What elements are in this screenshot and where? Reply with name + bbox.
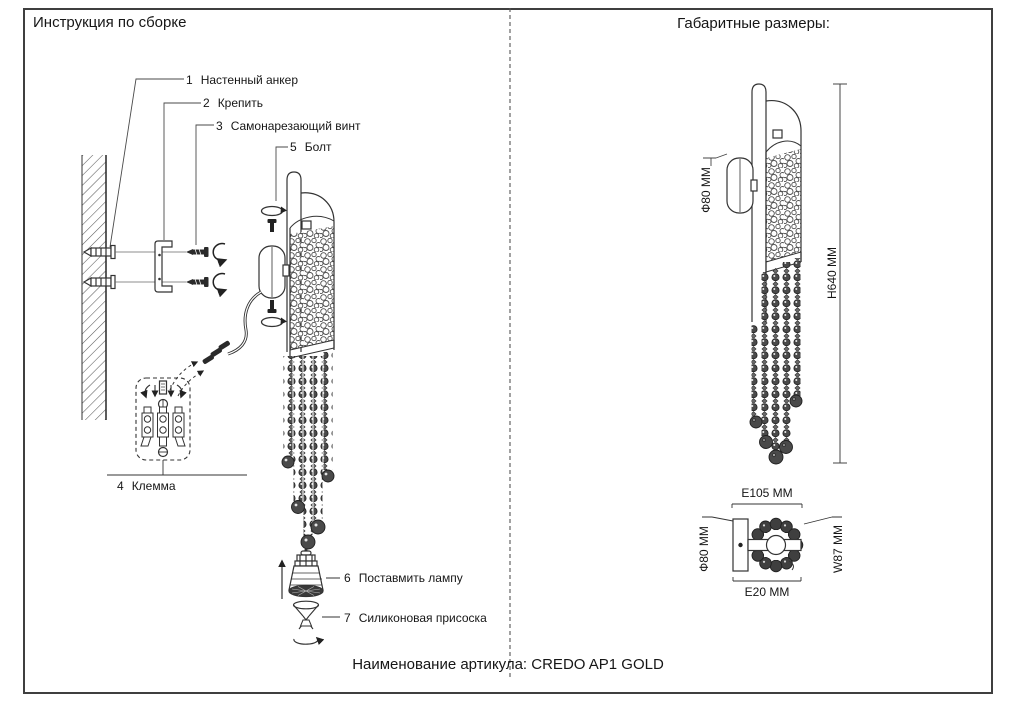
callout-3-label: Самонарезающий винт	[230, 119, 361, 133]
crystal-strands	[282, 352, 334, 549]
rotate-arrow-icon	[213, 244, 225, 291]
wall-hatch	[82, 155, 106, 420]
callout-2-fasten	[203, 96, 263, 110]
dimension-side-view	[727, 84, 802, 464]
callout-4-num: 4	[117, 479, 124, 493]
callout-3-self-tapping-screw	[216, 119, 360, 133]
dim-top-width: E105 MM	[741, 486, 793, 500]
left-panel-drawing	[82, 79, 340, 644]
callout-1-num: 1	[186, 73, 193, 87]
callout-3-num: 3	[216, 119, 223, 133]
dim-height: H640 MM	[825, 247, 839, 300]
callout-7-num: 7	[344, 611, 351, 625]
article-name: Наименование артикула: CREDO AP1 GOLD	[352, 656, 664, 673]
dim-top-diameter: Ф80 MM	[697, 526, 711, 572]
callout-1-wall-anchor	[186, 73, 298, 87]
callout-4-terminal	[117, 479, 176, 493]
left-panel-title: Инструкция по сборке	[33, 14, 187, 31]
callout-2-label: Крепить	[217, 96, 263, 110]
dim-side-diameter: Ф80 MM	[699, 167, 713, 213]
bracket-icon	[155, 241, 172, 292]
screw-icon	[186, 247, 209, 287]
callout-6-install-lamp	[344, 571, 463, 585]
callout-7-silicone-suction	[344, 611, 487, 625]
callout-7-label: Силиконовая присоска	[358, 611, 487, 625]
suction-cup-icon	[294, 601, 341, 644]
canopy-disc	[259, 246, 289, 298]
terminal-block-detail	[107, 378, 247, 475]
dimension-top-view	[702, 504, 842, 581]
dim-top-depth: W87 MM	[831, 525, 845, 573]
right-panel-title: Габаритные размеры:	[677, 15, 830, 32]
callout-5-bolt	[290, 140, 331, 154]
callout-5-num: 5	[290, 140, 297, 154]
power-wire	[170, 292, 261, 396]
callout-2-num: 2	[203, 96, 210, 110]
bulb-icon	[282, 549, 340, 600]
callout-4-label: Клемма	[131, 479, 176, 493]
dim-top-offset: E20 MM	[744, 585, 790, 599]
callout-1-label: Настенный анкер	[200, 73, 299, 87]
callout-6-num: 6	[344, 571, 351, 585]
callout-5-label: Болт	[304, 140, 332, 154]
callout-6-label: Поставмить лампу	[358, 571, 463, 585]
right-panel-drawing	[702, 84, 847, 581]
